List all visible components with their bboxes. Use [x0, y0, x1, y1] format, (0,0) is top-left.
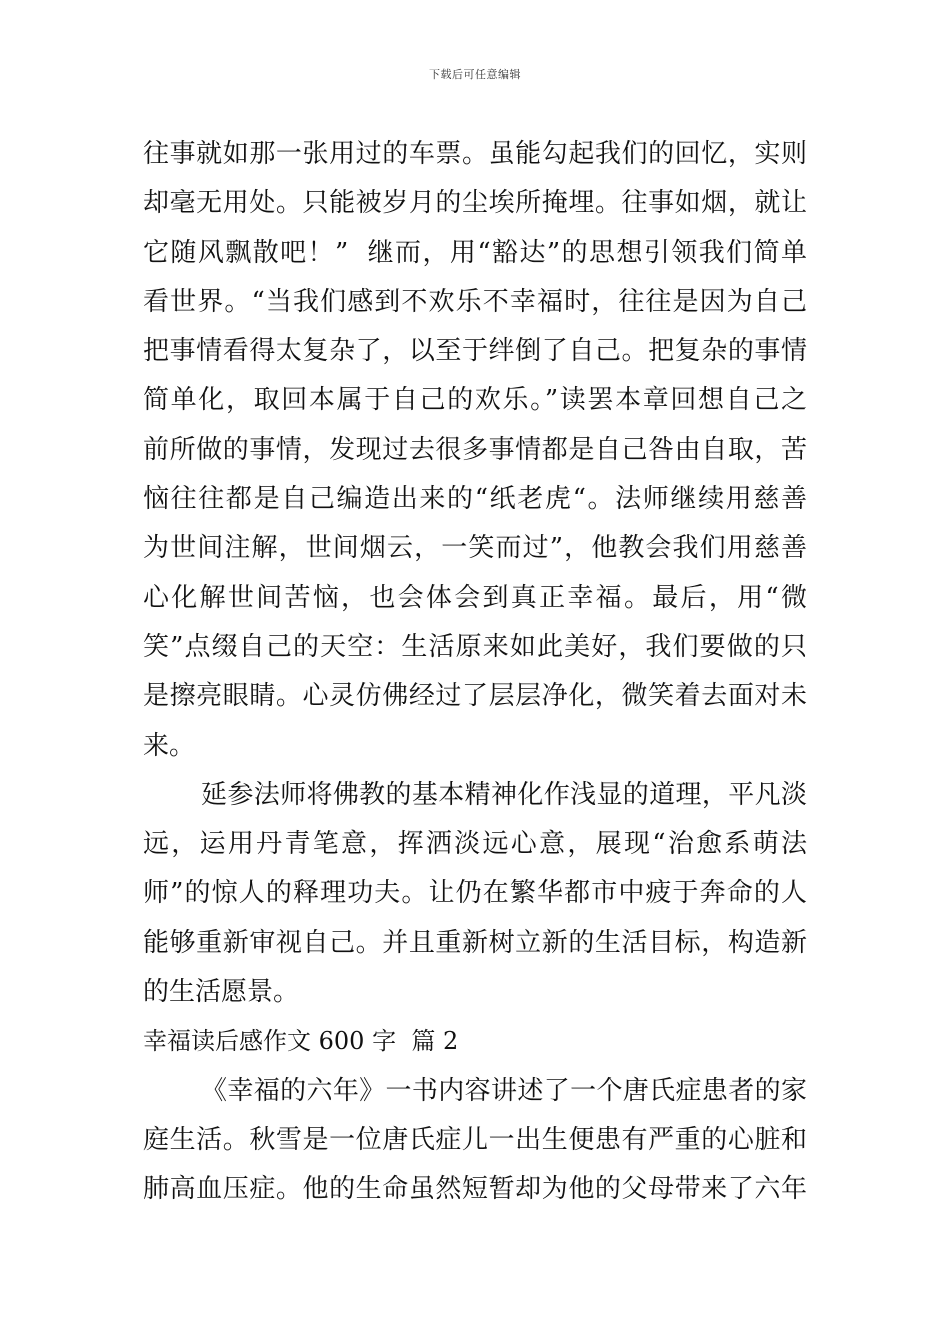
- text-line: 把事情看得太复杂了，以至于绊倒了自己。把复杂的事情: [143, 336, 807, 367]
- text-line: 却毫无用处。只能被岁月的尘埃所掩埋。往事如烟，就让: [143, 188, 807, 219]
- text-line: 是擦亮眼睛。心灵仿佛经过了层层净化，微笑着去面对未: [143, 681, 807, 712]
- text-line: 往事就如那一张用过的车票。虽能勾起我们的回忆，实则: [143, 139, 807, 169]
- text-line: 心化解世间苦恼，也会体会到真正幸福。最后，用“微: [143, 582, 807, 613]
- text-line: 远，运用丹青笔意，挥洒淡远心意，展现“治愈系萌法: [143, 829, 807, 860]
- text-line: 简单化，取回本属于自己的欢乐。”读罢本章回想自己之: [143, 385, 807, 416]
- text-line: 为世间注解，世间烟云，一笑而过”，他教会我们用慈善: [143, 533, 807, 564]
- text-line: 《幸福的六年》一书内容讲述了一个唐氏症患者的家: [201, 1075, 807, 1106]
- text-line: 能够重新审视自己。并且重新树立新的生活目标，构造新: [143, 927, 807, 958]
- text-line: 师”的惊人的释理功夫。让仍在繁华都市中疲于奔命的人: [143, 878, 807, 909]
- text-line: 笑”点缀自己的天空：生活原来如此美好，我们要做的只: [143, 631, 807, 662]
- text-line: 恼往往都是自己编造出来的“纸老虎“。法师继续用慈善: [143, 484, 807, 515]
- text-line: 前所做的事情，发现过去很多事情都是自己咎由自取，苦: [143, 434, 807, 465]
- text-line: 肺高血压症。他的生命虽然短暂却为他的父母带来了六年: [143, 1174, 807, 1205]
- document-body: [143, 130, 807, 1215]
- text-line: 来。: [143, 730, 196, 761]
- section-heading: 幸福读后感作文 600 字 篇 2: [143, 1027, 459, 1056]
- text-line: 的生活愿景。: [143, 977, 300, 1008]
- text-line: 延参法师将佛教的基本精神化作浅显的道理，平凡淡: [201, 779, 807, 810]
- text-line: 庭生活。秋雪是一位唐氏症儿一出生便患有严重的心脏和: [143, 1124, 807, 1155]
- text-line: 它随风飘散吧！” 继而，用“豁达”的思想引领我们简单: [143, 237, 807, 268]
- text-line: 看世界。“当我们感到不欢乐不幸福时，往往是因为自己: [143, 286, 807, 317]
- page-header: 下载后可任意编辑: [429, 68, 521, 81]
